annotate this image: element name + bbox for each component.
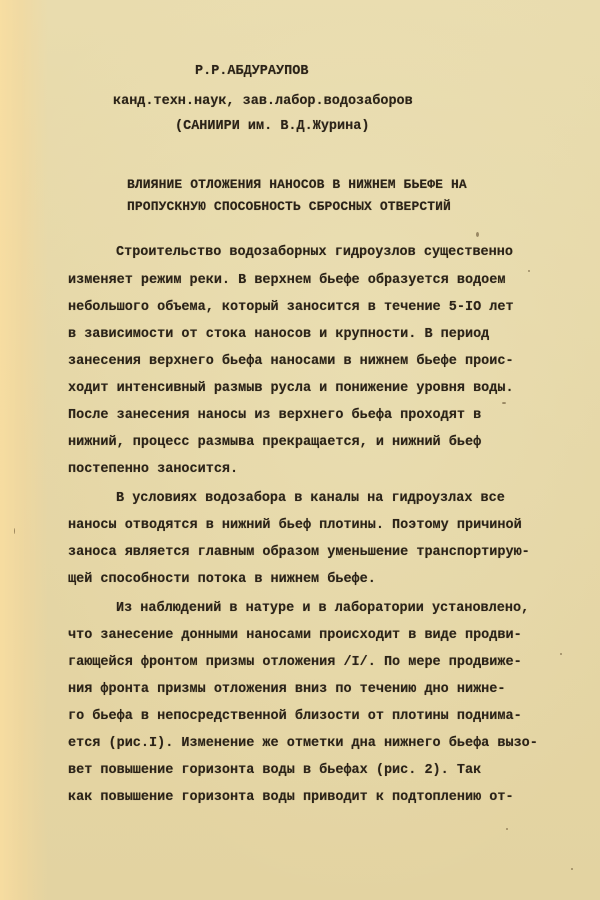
scan-speck (14, 528, 15, 534)
body-line: Из наблюдений в натуре и в лаборатории установлено, (116, 601, 530, 616)
body-line: Строительство водозаборных гидроузлов существенно (116, 245, 513, 260)
body-line: изменяет режим реки. В верхнем бьефе образуется водоем (68, 273, 506, 288)
body-line: постепенно заносится. (68, 462, 239, 477)
body-line: заноса является главным образом уменьшение транспортирую- (68, 545, 530, 560)
body-line: гающейся фронтом призмы отложения /I/. По мере продвиже- (68, 655, 522, 670)
scan-speck (571, 868, 573, 870)
body-line: ходит интенсивный размыв русла и понижение уровня воды. (68, 381, 514, 396)
body-line: в зависимости от стока наносов и крупности. В период (68, 327, 490, 342)
author-name: Р.Р.АБДУРАУПОВ (195, 64, 309, 79)
scan-speck (502, 402, 506, 404)
body-line: наносы отводятся в нижний бьеф плотины. Поэтому причиной (68, 518, 522, 533)
scan-speck (528, 270, 530, 272)
body-line: занесения верхнего бьефа наносами в нижнем бьефе проис- (68, 354, 514, 369)
scan-speck (476, 232, 479, 237)
body-line: что занесение донными наносами происходит в виде продви- (68, 628, 522, 643)
author-institute: (САНИИРИ им. В.Д.Журина) (175, 119, 370, 134)
body-line: как повышение горизонта воды приводит к подтоплению от- (68, 790, 514, 805)
body-line: ется (рис.I). Изменение же отметки дна нижнего бьефа вызо- (68, 736, 538, 751)
body-line: В условиях водозабора в каналы на гидроузлах все (116, 491, 505, 506)
scan-speck (506, 828, 508, 830)
author-position: канд.техн.наук, зав.лабор.водозаборов (113, 94, 413, 109)
paper-title-line-2: ПРОПУСКНУЮ СПОСОБНОСТЬ СБРОСНЫХ ОТВЕРСТИЙ (127, 199, 451, 214)
body-line: ния фронта призмы отложения вниз по течению дно нижне- (68, 682, 506, 697)
body-line: небольшого объема, который заносится в течение 5-IO лет (68, 300, 514, 315)
scan-speck (560, 653, 562, 655)
body-line: нижний, процесс размыва прекращается, и нижний бьеф (68, 435, 482, 450)
paper-title-line-1: ВЛИЯНИЕ ОТЛОЖЕНИЯ НАНОСОВ В НИЖНЕМ БЬЕФЕ НА (127, 177, 467, 192)
body-line: вет повышение горизонта воды в бьефах (рис. 2). Так (68, 763, 482, 778)
body-line: го бьефа в непосредственной близости от плотины поднима- (68, 709, 522, 724)
body-line: щей способности потока в нижнем бьефе. (68, 572, 376, 587)
body-line: После занесения наносы из верхнего бьефа проходят в (68, 408, 482, 423)
